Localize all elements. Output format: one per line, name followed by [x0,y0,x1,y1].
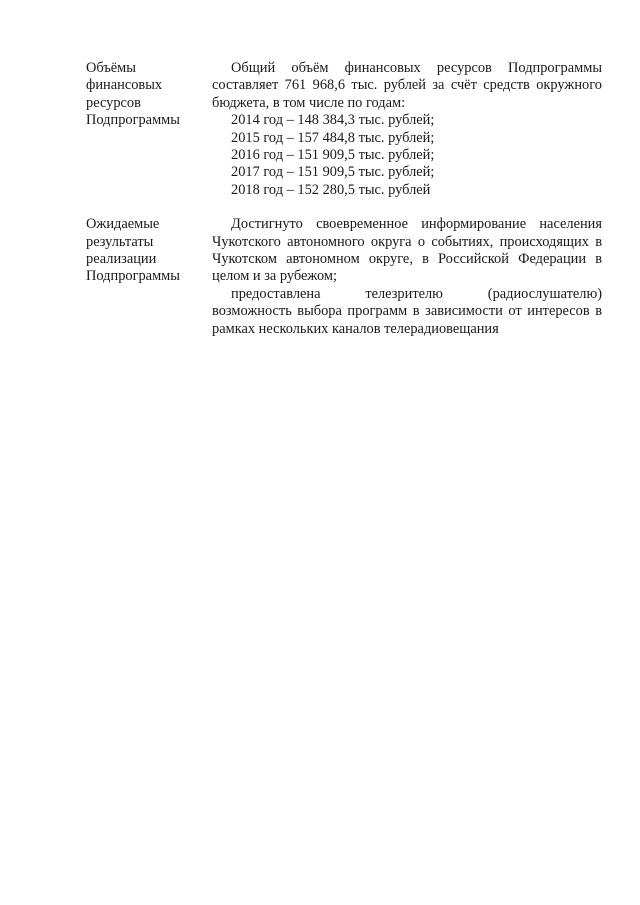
results-label-line: результаты [86,233,154,250]
results-label-line: Ожидаемые [86,216,160,233]
finance-label-line: Подпрограммы [86,112,180,129]
results-content [212,216,602,338]
results-label-line: реализации [86,251,157,268]
finance-label-line: финансовых [86,77,163,94]
finance-label-line: ресурсов [86,94,141,111]
results-row [86,216,602,338]
finance-content [212,60,602,199]
results-label [86,216,212,286]
finance-year-item: 2014 год – 148 384,3 тыс. рублей; [231,112,435,129]
finance-row [86,60,602,199]
finance-label-line: Объёмы [86,60,136,76]
document-page [86,60,602,338]
results-paragraph-informing: Достигнуто своевременное информирование населения Чукотского автономного округа о событиях, происходящих в Чукотском автономном округе, в Российской Федерации в целом и за рубежом; [212,216,602,285]
results-label-line: Подпрограммы [86,268,180,285]
finance-year-item: 2015 год – 157 484,8 тыс. рублей; [231,129,435,146]
finance-intro: Общий объём финансовых ресурсов Подпрограммы составляет 761 968,6 тыс. рублей за счёт средств окружного бюджета, в том числе по годам: [212,60,602,111]
results-paragraph-choice-rest: возможность выбора программ в зависимости от интересов в рамках нескольких каналов телерадиовещания [212,303,602,337]
results-paragraph-choice-first-line: предоставлена телезрителю (радиослушателю) [231,285,602,302]
finance-year-item: 2017 год – 151 909,5 тыс. рублей; [231,164,435,181]
finance-label [86,60,212,130]
finance-year-item: 2018 год – 152 280,5 тыс. рублей [231,181,431,198]
finance-year-item: 2016 год – 151 909,5 тыс. рублей; [231,147,435,164]
